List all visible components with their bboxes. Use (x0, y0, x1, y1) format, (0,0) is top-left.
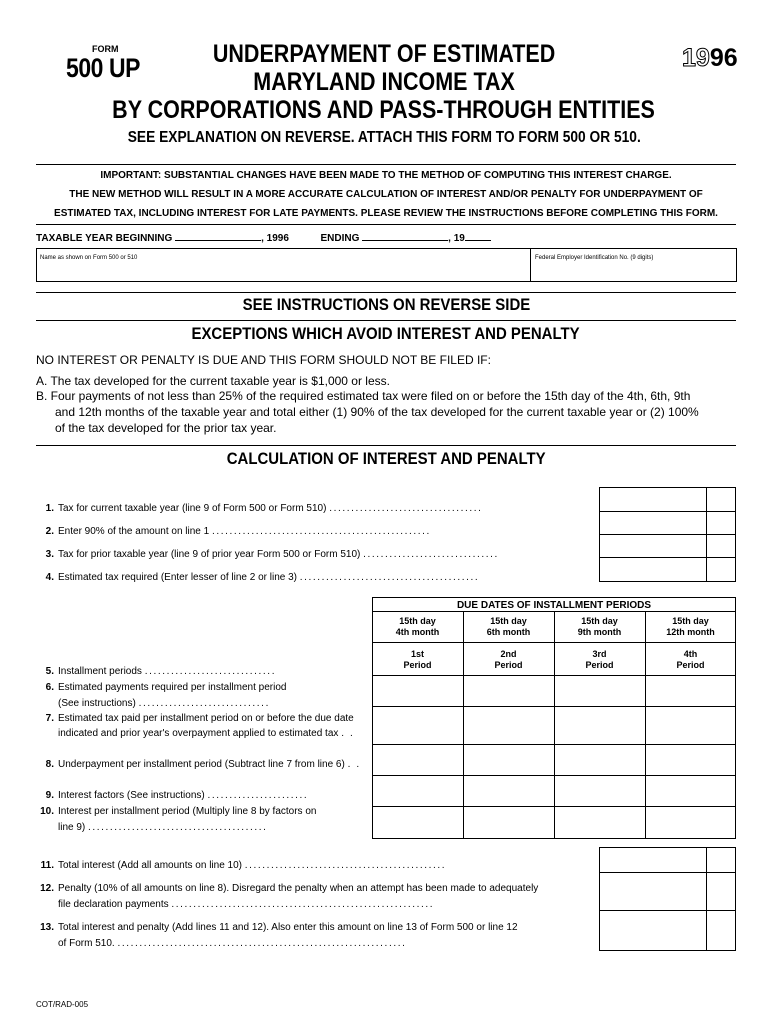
line-8-period-2[interactable] (464, 745, 554, 775)
line-9-period-4[interactable] (646, 776, 735, 806)
taxable-year-row: TAXABLE YEAR BEGINNING , 1996 ENDING , 19 (36, 231, 491, 244)
line-7-period-2[interactable] (464, 707, 554, 744)
line-11-amount[interactable] (600, 848, 706, 872)
line-1: 1. Tax for current taxable year (line 9 of Form 500 or Form 510) ................................... (45, 503, 483, 514)
line-7-period-3[interactable] (555, 707, 645, 744)
due-dates-heading: DUE DATES OF INSTALLMENT PERIODS (456, 600, 652, 611)
line-6-period-4[interactable] (646, 676, 735, 706)
see-instructions-heading: SEE INSTRUCTIONS ON REVERSE SIDE (242, 295, 530, 314)
line-10-period-1[interactable] (373, 807, 463, 838)
taxable-year-ending-year-field[interactable] (465, 231, 491, 241)
exceptions-intro: NO INTEREST OR PENALTY IS DUE AND THIS FORM SHOULD NOT BE FILED IF: (36, 353, 491, 367)
exception-b-line-1: B. Four payments of not less than 25% of the required estimated tax were filed on or before the 15th day of the 4th, 6th, 9th (36, 389, 691, 403)
lines-1-4-amount-box (599, 487, 736, 582)
installment-grid (372, 597, 736, 839)
line-9-period-1[interactable] (373, 776, 463, 806)
line-6-period-3[interactable] (555, 676, 645, 706)
line-1-amount[interactable] (600, 488, 706, 511)
line-7: 7. Estimated tax paid per installment period on or before the due date (45, 713, 354, 724)
line-7-period-4[interactable] (646, 707, 735, 744)
calculation-heading: CALCULATION OF INTEREST AND PENALTY (226, 449, 546, 468)
due-date-col-2: 15th day 6th month (486, 616, 531, 637)
divider (36, 320, 736, 321)
line-6-period-2[interactable] (464, 676, 554, 706)
line-5: 5. Installment periods .............................. (45, 666, 277, 677)
fein-field[interactable] (531, 263, 736, 281)
form-label: FORM (92, 44, 119, 54)
line-10: 10. Interest per installment period (Multiply line 8 by factors on (40, 806, 317, 817)
line-12-cont: file declaration payments ............................................................ (58, 899, 435, 910)
line-8-period-4[interactable] (646, 745, 735, 775)
line-10-period-2[interactable] (464, 807, 554, 838)
line-3: 3. Tax for prior taxable year (line 9 of prior year Form 500 or Form 510) ............................... (45, 549, 499, 560)
line-12-amount[interactable] (600, 873, 706, 910)
taxable-year-ending-label: ENDING (320, 233, 360, 244)
form-subtitle: SEE EXPLANATION ON REVERSE. ATTACH THIS FORM TO FORM 500 OR 510. (127, 129, 641, 146)
name-field[interactable] (37, 263, 529, 281)
line-13-amount[interactable] (600, 911, 706, 950)
important-notice-2: THE NEW METHOD WILL RESULT IN A MORE ACCURATE CALCULATION OF INTEREST AND/OR PENALTY FOR UNDERPAYMENT OF (69, 189, 703, 200)
line-10-period-3[interactable] (555, 807, 645, 838)
year-solid: 96 (709, 44, 738, 72)
taxable-year-ending-field[interactable] (362, 231, 448, 241)
due-date-col-3: 15th day 9th month (577, 616, 622, 637)
line-9: 9. Interest factors (See instructions) ....................... (45, 790, 309, 801)
line-10-cont: line 9) ......................................... (58, 822, 268, 833)
due-date-col-1: 15th day 4th month (395, 616, 440, 637)
important-notice-3: ESTIMATED TAX, INCLUDING INTEREST FOR LATE PAYMENTS. PLEASE REVIEW THE INSTRUCTIONS BEFORE COMPLETING THIS FORM. (54, 208, 718, 219)
form-number: 500 UP (66, 53, 141, 83)
taxable-year-beginning-field[interactable] (175, 231, 261, 241)
period-3-label: 3rd Period (585, 649, 614, 670)
important-notice-1: IMPORTANT: SUBSTANTIAL CHANGES HAVE BEEN MADE TO THE METHOD OF COMPUTING THIS INTEREST CHARGE. (100, 170, 672, 181)
line-6: 6. Estimated payments required per installment period (45, 682, 287, 693)
line-7-cont: indicated and prior year's overpayment applied to estimated tax . . (58, 728, 355, 739)
line-2: 2. Enter 90% of the amount on line 1 .................................................. (45, 526, 431, 537)
line-8: 8. Underpayment per installment period (Subtract line 7 from line 6) . . (45, 759, 361, 770)
line-3-amount[interactable] (600, 534, 706, 557)
divider (36, 164, 736, 165)
line-12: 12. Penalty (10% of all amounts on line 8). Disregard the penalty when an attempt has been made to adequately (40, 883, 539, 894)
form-title-line-1: UNDERPAYMENT OF ESTIMATED (212, 40, 556, 68)
line-11: 11. Total interest (Add all amounts on line 10) .............................................. (40, 860, 447, 871)
year-outline: 19 (682, 44, 710, 72)
period-4-label: 4th Period (676, 649, 705, 670)
line-4-amount[interactable] (600, 557, 706, 581)
line-4: 4. Estimated tax required (Enter lesser of line 2 or line 3) ......................................... (45, 572, 480, 583)
divider (36, 445, 736, 446)
line-6-cont: (See instructions) .............................. (58, 698, 270, 709)
line-8-period-3[interactable] (555, 745, 645, 775)
line-7-period-1[interactable] (373, 707, 463, 744)
period-1-label: 1st Period (403, 649, 432, 670)
line-9-period-3[interactable] (555, 776, 645, 806)
exception-a: A. The tax developed for the current taxable year is $1,000 or less. (36, 374, 390, 388)
fein-field-label: Federal Employer Identification No. (9 digits) (535, 255, 654, 261)
name-field-label: Name as shown on Form 500 or 510 (40, 255, 138, 261)
form-code: COT/RAD-005 (36, 1000, 89, 1009)
period-2-label: 2nd Period (494, 649, 523, 670)
line-9-period-2[interactable] (464, 776, 554, 806)
line-13-cont: of Form 510. .................................................................. (58, 938, 407, 949)
divider (36, 224, 736, 225)
lines-11-13-amount-box (599, 847, 736, 951)
line-2-amount[interactable] (600, 511, 706, 534)
line-6-period-1[interactable] (373, 676, 463, 706)
form-title-line-3: BY CORPORATIONS AND PASS-THROUGH ENTITIES (112, 96, 656, 124)
divider (36, 292, 736, 293)
exception-b-line-2: and 12th months of the taxable year and total either (1) 90% of the tax developed for the current taxable year or (2) 100% (55, 405, 699, 419)
exception-b-line-3: of the tax developed for the prior tax year. (55, 421, 277, 435)
form-title-line-2: MARYLAND INCOME TAX (253, 68, 515, 96)
name-fein-box (36, 248, 737, 282)
line-13: 13. Total interest and penalty (Add lines 11 and 12). Also enter this amount on line 13 of Form 500 or line 12 (40, 922, 518, 933)
taxable-year-beginning-label: TAXABLE YEAR BEGINNING (36, 233, 173, 244)
exceptions-heading: EXCEPTIONS WHICH AVOID INTEREST AND PENALTY (191, 324, 581, 343)
due-date-col-4: 15th day 12th month (666, 616, 715, 637)
line-8-period-1[interactable] (373, 745, 463, 775)
line-10-period-4[interactable] (646, 807, 735, 838)
